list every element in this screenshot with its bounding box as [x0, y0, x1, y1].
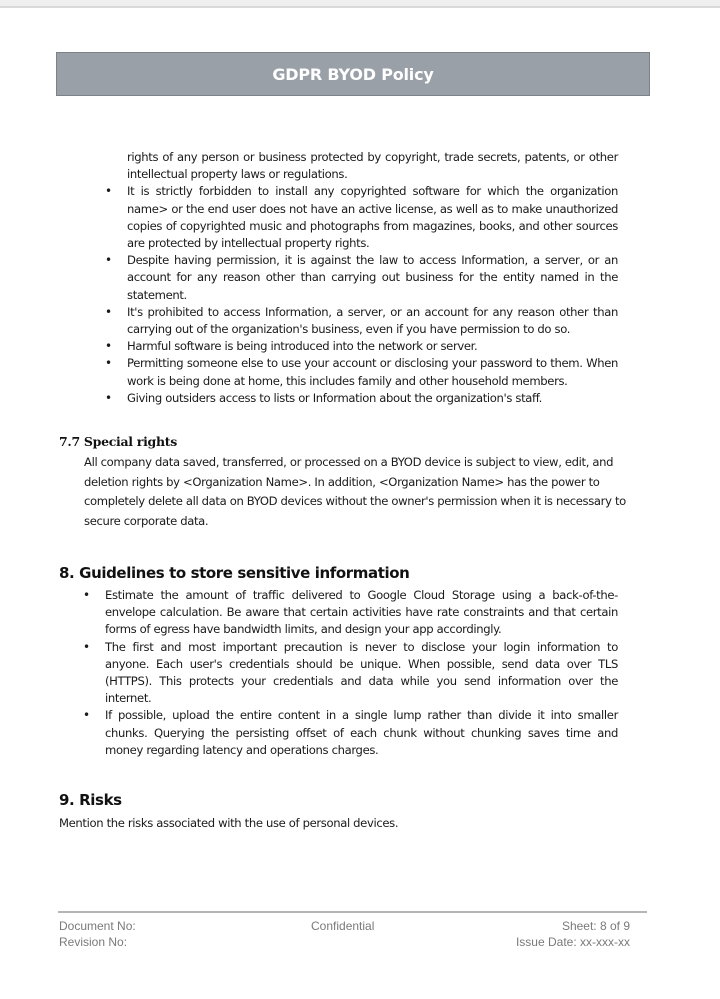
issue-date: Issue Date: xx-xxx-xx [515, 935, 630, 949]
list-item-text: Permitting someone else to use your account or disclosing your password to them. When work is being done at home, this includes family and other household members. [127, 356, 618, 388]
list-item [100, 252, 618, 304]
list-item [100, 304, 618, 338]
document-title-banner [56, 52, 650, 96]
footer-divider [58, 911, 647, 913]
risks-paragraph: Mention the risks associated with the use of personal devices. [59, 816, 399, 830]
section-heading-guidelines: 8. Guidelines to store sensitive information [59, 564, 410, 582]
guidelines-list [78, 587, 618, 759]
list-item [100, 338, 618, 355]
bullet-icon: • [105, 184, 112, 199]
list-item-text: It is strictly forbidden to install any copyrighted software for which the organization name> or the end user does not have an active license, as well as to make unauthorized copies of copyrighted music and photographs from magazines, books, and other sources are protected by intellectual property rights. [127, 184, 618, 251]
list-item [78, 707, 618, 759]
list-item [78, 639, 618, 708]
bullet-icon: • [83, 708, 90, 723]
document-title: GDPR BYOD Policy [272, 64, 434, 84]
section-heading-risks: 9. Risks [59, 791, 122, 809]
list-item-text: Harmful software is being introduced into the network or server. [127, 339, 478, 354]
acceptable-use-violations-list [100, 149, 618, 407]
list-item [100, 183, 618, 252]
bullet-icon: • [105, 304, 112, 319]
list-item [100, 355, 618, 389]
section-heading-special-rights: 7.7 Special rights [59, 434, 177, 449]
bullet-icon: • [105, 390, 112, 405]
special-rights-paragraph: All company data saved, transferred, or processed on a BYOD device is subject to view, edit, and deletion rights by <Organization Name>. In addition, <Organization Name> has the power to completely delete all data on BYOD devices without the owner's permission when it is necessary to secure corporate data. [84, 455, 626, 528]
footer-right [480, 918, 630, 950]
list-continuation-text: rights of any person or business protected by copyright, trade secrets, patents, or other intellectual property laws or regulations. [127, 150, 618, 182]
list-item-text: The first and most important precaution is never to disclose your login information to anyone. Each user's credentials should be unique. When possible, send data over TLS (HTTPS). This protects your credentials and data while you send information over the internet. [105, 639, 618, 706]
bullet-icon: • [105, 356, 112, 371]
footer-classification: Confidential [311, 919, 375, 933]
list-item-text: If possible, upload the entire content in a single lump rather than divide it into smaller chunks. Querying the persisting offset of each chunk without chunking saves time and money regarding latency and operations charges. [105, 708, 618, 757]
list-item [78, 587, 618, 639]
list-item [100, 390, 618, 407]
list-item-text: Estimate the amount of traffic delivered to Google Cloud Storage using a back-of-the-envelope calculation. Be aware that certain activities have rate constraints and that certain forms of egress have bandwidth limits, and design your app accordingly. [105, 588, 618, 637]
list-item-text: It's prohibited to access Information, a server, or an account for any reason other than carrying out of the organization's business, even if you have permission to do so. [127, 304, 618, 337]
bullet-icon: • [83, 588, 90, 602]
window-top-edge [0, 0, 720, 8]
list-item-text: Giving outsiders access to lists or Information about the organization's staff. [127, 390, 542, 405]
footer-left [59, 918, 136, 950]
bullet-icon: • [105, 253, 112, 268]
bullet-icon: • [83, 639, 90, 654]
sheet-number: Sheet: 8 of 9 [561, 919, 630, 933]
document-number-label: Document No: [59, 919, 136, 933]
list-item-text: Despite having permission, it is against the law to access Information, a server, or an account for any reason other than carrying out business for the entity named in the statement. [127, 253, 618, 302]
revision-number-label: Revision No: [59, 935, 128, 949]
bullet-icon: • [105, 339, 112, 354]
